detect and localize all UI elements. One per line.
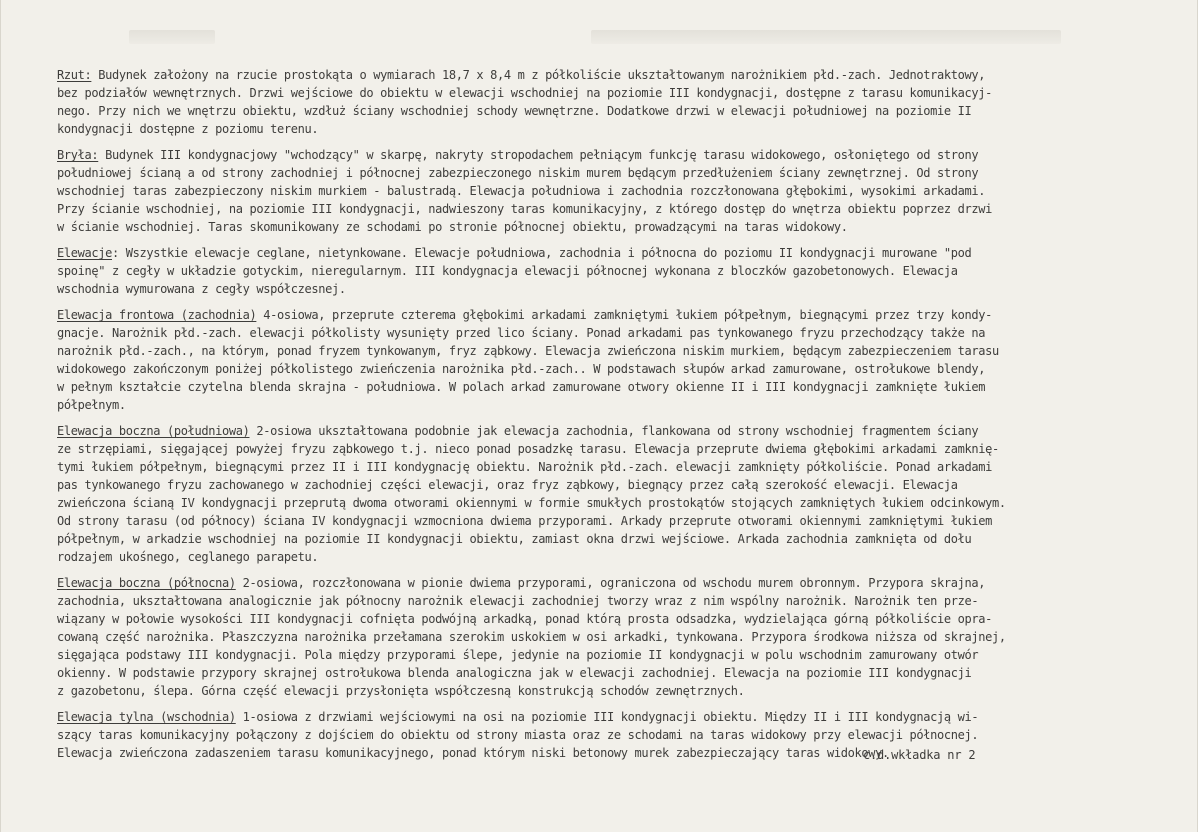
section-bryla (57, 146, 1157, 236)
section-label: Elewacja frontowa (zachodnia) (57, 308, 257, 322)
show-through-mark-left (129, 30, 215, 44)
section-label: Bryła: (57, 148, 99, 162)
section-text: : Wszystkie elewacje ceglane, nietynkowane. Elewacje południowa, zachodnia i północna do poziomu II kondygnacji murowane "pod spoinę" z cegły w układzie gotyckim, nieregularnym. III kondygnacja elewacji północnej wykonana z bloczków gazobetonowych. Elewacja wschodnia wymurowana z cegły współczesnej. (57, 246, 972, 296)
section-text: 1-osiowa z drzwiami wejściowymi na osi na poziomie III kondygnacji obiektu. Między II i III kondygnacją wi- szący taras komunikacyjny połączony z dojściem do obiektu od strony miasta oraz ze schodami na taras widokowy przy elewacji północnej. Elewacja zwieńczona zadaszeniem tarasu komunikacyjnego, ponad którym niski betonowy murek zabezpieczający taras widokowy. (57, 710, 979, 760)
section-text: Budynek III kondygnacjowy "wchodzący" w skarpę, nakryty stropodachem pełniącym funkcję tarasu widokowego, osłoniętego od strony południowej ścianą a od strony zachodniej i północnej zabezpieczonego niskim murem będącym przedłużeniem ściany zewnętrznej. Od strony wschodniej taras zabezpieczony niskim murkiem - balustradą. Elewacja południowa i zachodnia rozczłonowana głębokimi, wysokimi arkadami. Przy ścianie wschodniej, na poziomie III kondygnacji, nadwieszony taras komunikacyjny, z którego dostęp do wnętrza obiektu poprzez drzwi w ścianie wschodniej. Taras skomunikowany ze schodami po stronie północnej obiektu, prowadzącymi na taras widokowy. (57, 148, 992, 234)
section-elewacja-polnocna (57, 574, 1157, 700)
section-text: Budynek założony na rzucie prostokąta o wymiarach 18,7 x 8,4 m z półkoliście ukształtowanym narożnikiem płd.-zach. Jednotraktowy, bez podziałów wewnętrznych. Drzwi wejściowe do obiektu w elewacji wschodniej na poziomie III kondygnacji, dostępne z tarasu komunikacyj- nego. Przy nich we wnętrzu obiektu, wzdłuż ściany wschodniej schody wewnętrzne. Dodatkowe drzwi w elewacji południowej na poziomie II kondygnacji dostępne z poziomu terenu. (57, 68, 992, 136)
section-label: Rzut: (57, 68, 92, 82)
document-body (57, 66, 1157, 770)
section-rzut (57, 66, 1157, 138)
section-text: 2-osiowa ukształtowana podobnie jak elewacja zachodnia, flankowana od strony wschodniej fragmentem ściany ze strzępiami, sięgającej powyżej fryzu ząbkowego t.j. nieco ponad posadzkę tarasu. Elewacja przeprute dwiema głębokimi arkadami zamknię- tymi łukiem półpełnym, biegnącymi przez II i III kondygnację obiektu. Narożnik płd.-zach. elewacji zamknięty półkoliście. Ponad arkadami pas tynkowanego fryzu zachowanego w zachodniej części elewacji, oraz fryz ząbkowy, biegnący przez całą szerokość elewacji. Elewacja zwieńczona ścianą IV kondygnacji przeprutą dwoma otworami okiennymi w formie smukłych prostokątów stojących zamkniętych łukiem odcinkowym. Od strony tarasu (od północy) ściana IV kondygnacji wzmocniona dwiema przyporami. Arkady przeprute otworami okiennymi zamkniętymi łukiem półpełnym, w arkadzie wschodniej na poziomie II kondygnacji obiektu, zamiast okna drzwi wejściowe. Arkada zachodnia zamknięta od dołu rodzajem ukośnego, ceglanego parapetu. (57, 424, 1006, 564)
section-label: Elewacja boczna (północna) (57, 576, 236, 590)
section-label: Elewacja boczna (południowa) (57, 424, 250, 438)
show-through-mark-center (591, 30, 1061, 44)
section-text: 2-osiowa, rozczłonowana w pionie dwiema przyporami, ograniczona od wschodu murem obronnym. Przypora skrajna, zachodnia, ukształtowana analogicznie jak północny narożnik elewacji zachodniej tworzy wraz z nim wspólny narożnik. Narożnik ten prze- wiązany w połowie wysokości III kondygnacji cofnięta podwójną arkadką, ponad którą prosta odsadzka, wydzielająca górną półkoliście opra- cowaną część narożnika. Płaszczyzna narożnika przełamana szerokim uskokiem w osi arkadki, tynkowana. Przypora środkowa niższa od skrajnej, sięgająca podstawy III kondygnacji. Pola między przyporami ślepe, jedynie na poziomie II kondygnacji w polu wschodnim zamurowany otwór okienny. W podstawie przypory skrajnej ostrołukowa blenda analogiczna jak w elewacji zachodniej. Elewacja na poziomie III kondygnacji z gazobetonu, ślepa. Górna część elewacji przysłonięta współczesną konstrukcją schodów zewnętrznych. (57, 576, 1006, 698)
section-label: Elewacja tylna (wschodnia) (57, 710, 236, 724)
section-label: Elewacje (57, 246, 112, 260)
section-elewacja-frontowa (57, 306, 1157, 414)
section-text: 4-osiowa, przeprute czterema głębokimi arkadami zamkniętymi łukiem półpełnym, biegnącymi przez trzy kondy- gnacje. Narożnik płd.-zach. elewacji półkolisty wysunięty przed lico ściany. Ponad arkadami pas tynkowanego fryzu przechodzący także na narożnik płd.-zach., na którym, ponad fryzem tynkowanym, fryz ząbkowy. Elewacja zwieńczona niskim murkiem, będącym zabezpieczeniem tarasu widokowego zakończonym poniżej półkolistego zwieńczenia narożnika płd.-zach.. W podstawach słupów arkad zamurowane, ostrołukowe blendy, w pełnym kształcie czytelna blenda skrajna - południowa. W polach arkad zamurowane otwory okienne II i III kondygnacji zamknięte łukiem półpełnym. (57, 308, 999, 412)
section-elewacja-tylna (57, 708, 1157, 762)
section-elewacja-poludniowa (57, 422, 1157, 566)
section-elewacje (57, 244, 1157, 298)
continuation-note: c.d.wkładka nr 2 (863, 748, 976, 762)
